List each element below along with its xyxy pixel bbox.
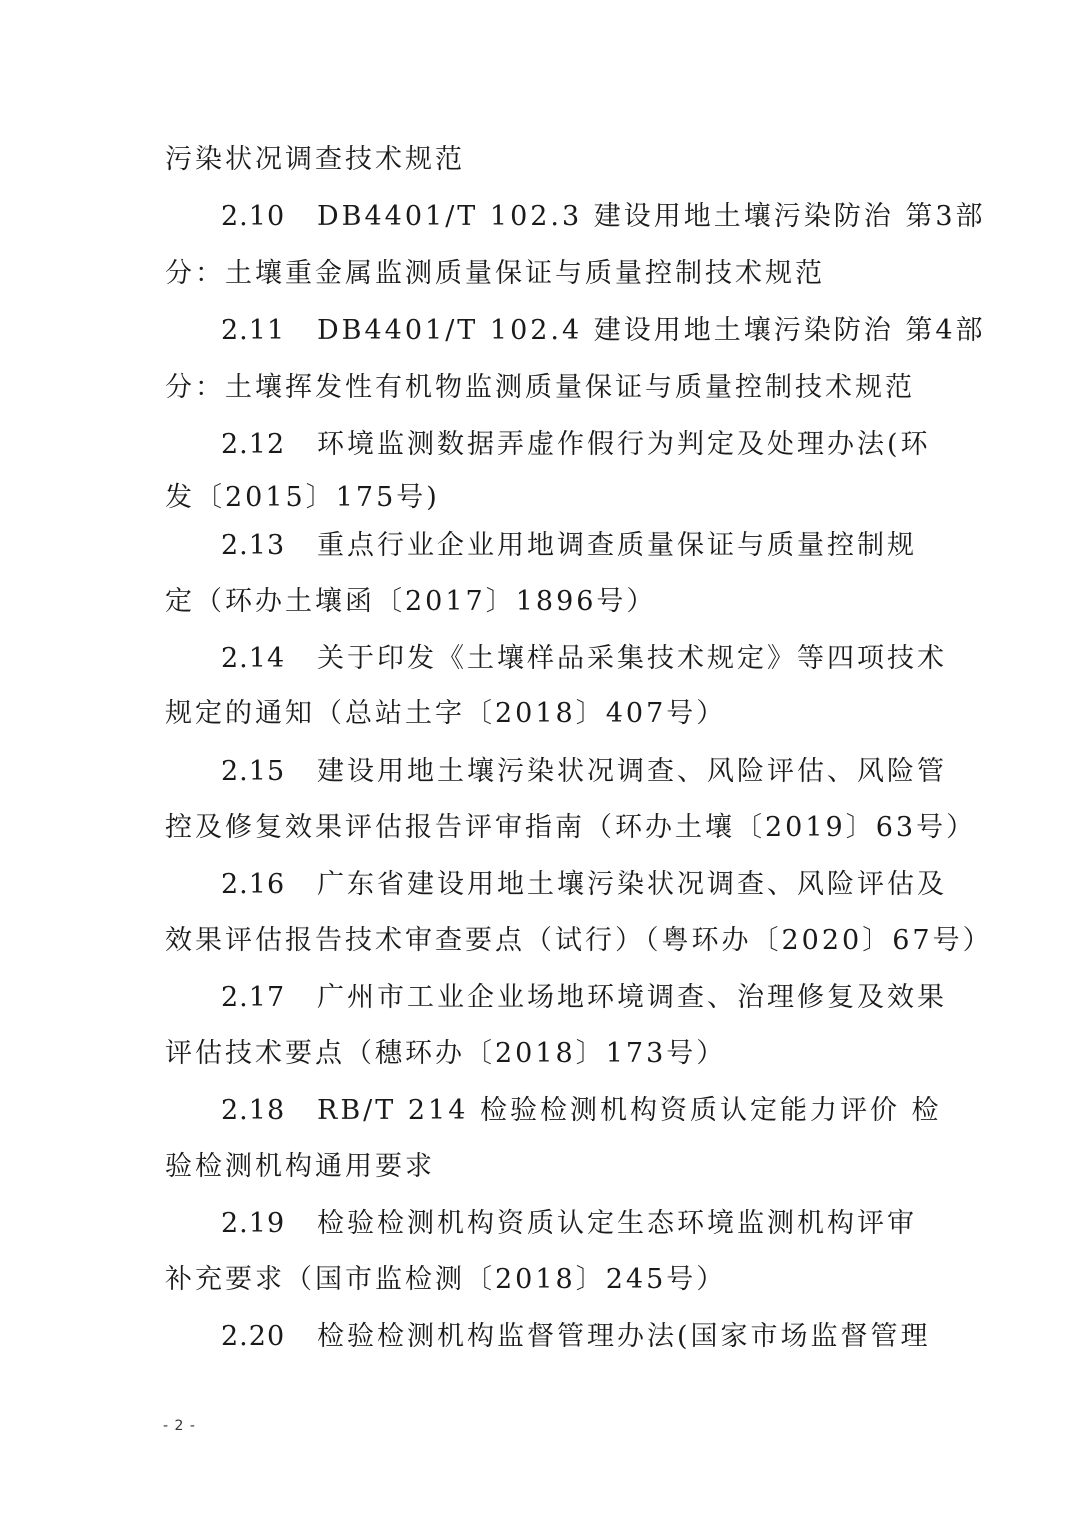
text-line [165,582,915,622]
line-text: 评估技术要点（穗环办〔2018〕173号） [165,1038,727,1069]
list-item-line [221,865,947,905]
list-item-line [221,752,947,792]
text-line [165,140,915,180]
line-text: 建设用地土壤污染状况调查、风险评估、风险管 [317,756,947,787]
list-item-line [221,311,986,351]
text-line [165,254,915,294]
item-number: 2.18 [221,1095,286,1126]
list-item-line [221,197,986,237]
line-text: 效果评估报告技术审查要点（试行）（粤环办〔2020〕67号） [165,925,993,956]
line-text: RB/T 214 检验检测机构资质认定能力评价 检 [317,1095,942,1126]
text-line [165,368,915,408]
line-text: 发〔2015〕175号) [165,482,440,513]
line-text: 环境监测数据弄虚作假行为判定及处理办法(环 [317,429,931,460]
list-item-line [221,526,915,566]
line-text: 检验检测机构资质认定生态环境监测机构评审 [317,1208,917,1239]
text-line [165,808,977,848]
list-item-line [221,1091,942,1131]
line-text: 检验检测机构监督管理办法(国家市场监督管理 [317,1321,931,1352]
item-number: 2.13 [221,530,286,561]
line-text: 规定的通知（总站土字〔2018〕407号） [165,698,727,729]
line-text: 分：土壤挥发性有机物监测质量保证与质量控制技术规范 [165,372,915,403]
line-text: 污染状况调查技术规范 [165,144,465,175]
line-text: 控及修复效果评估报告评审指南（环办土壤〔2019〕63号） [165,812,977,843]
list-item-line [221,1204,915,1244]
list-item-line [221,639,947,679]
list-item-line [221,1317,931,1357]
line-text: 补充要求（国市监检测〔2018〕245号） [165,1264,727,1295]
line-text: 定（环办土壤函〔2017〕1896号） [165,586,657,617]
item-number: 2.17 [221,982,286,1013]
list-item-line [221,978,947,1018]
item-number: 2.16 [221,869,286,900]
item-number: 2.15 [221,756,286,787]
text-line [165,1260,915,1300]
text-line [165,478,915,518]
line-text: 验检测机构通用要求 [165,1151,435,1182]
line-text: 关于印发《土壤样品采集技术规定》等四项技术 [317,643,947,674]
item-number: 2.10 [221,201,286,232]
line-text: 广东省建设用地土壤污染状况调查、风险评估及 [317,869,947,900]
line-text: DB4401/T 102.4 建设用地土壤污染防治 第4部 [317,315,986,346]
page-number: - 2 - [163,1418,196,1434]
item-number: 2.19 [221,1208,286,1239]
item-number: 2.12 [221,429,286,460]
item-number: 2.20 [221,1321,286,1352]
line-text: 重点行业企业用地调查质量保证与质量控制规 [317,530,917,561]
list-item-line [221,425,931,465]
text-line [165,1147,915,1187]
item-number: 2.11 [221,315,286,346]
text-line [165,921,993,961]
line-text: 分：土壤重金属监测质量保证与质量控制技术规范 [165,258,825,289]
text-line [165,1034,915,1074]
line-text: 广州市工业企业场地环境调查、治理修复及效果 [317,982,947,1013]
item-number: 2.14 [221,643,286,674]
text-line [165,694,915,734]
line-text: DB4401/T 102.3 建设用地土壤污染防治 第3部 [317,201,986,232]
